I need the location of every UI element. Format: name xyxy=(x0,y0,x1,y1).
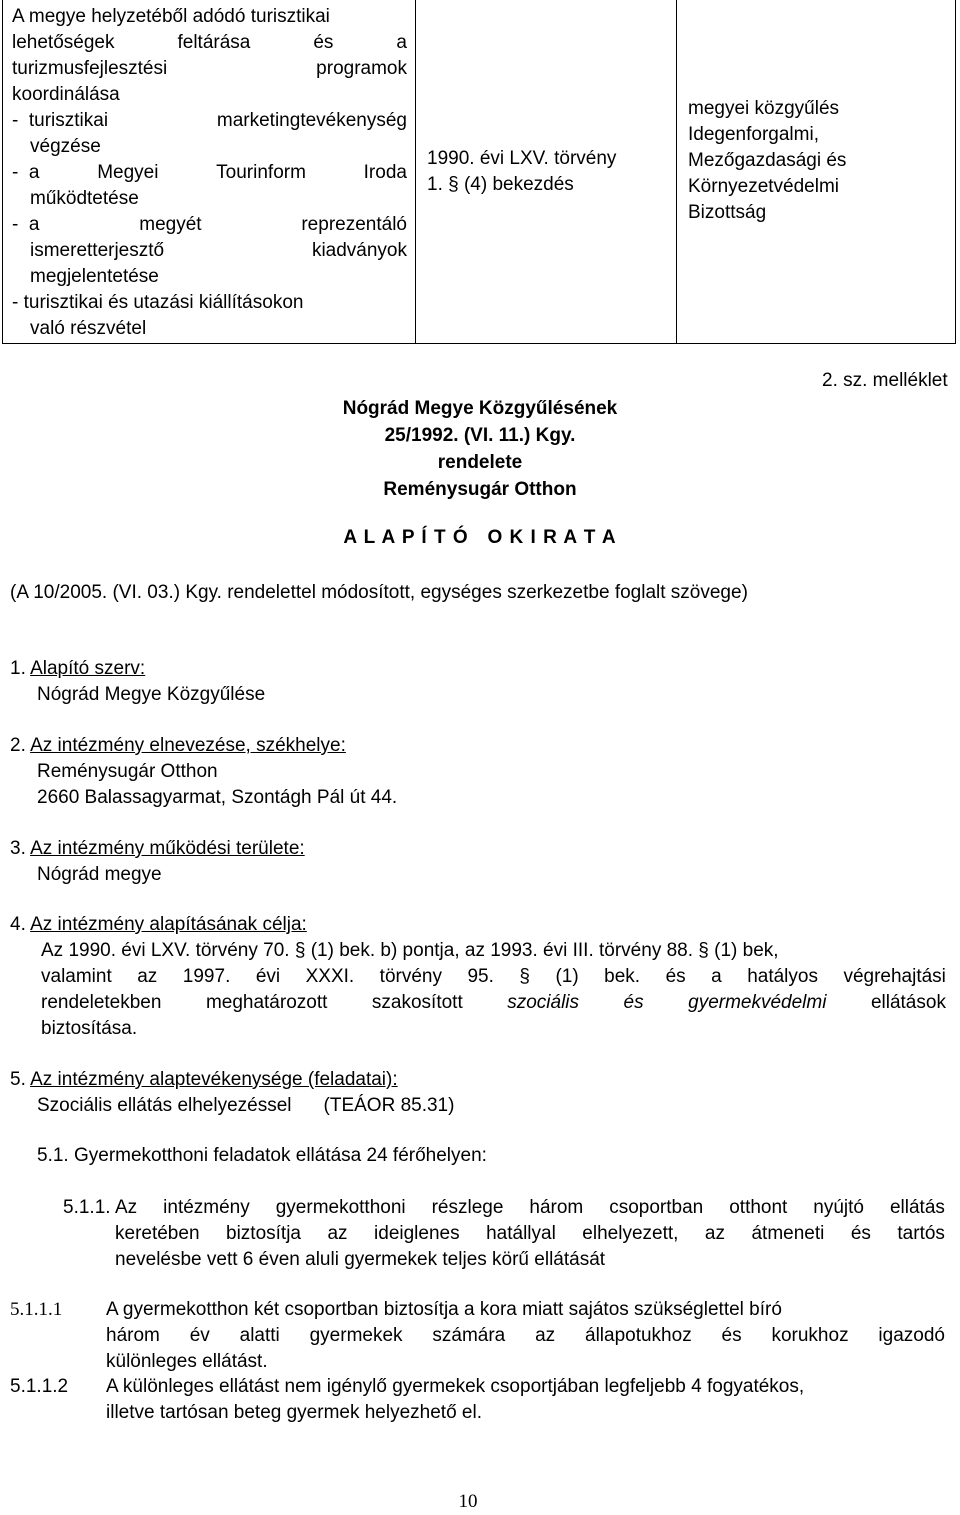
section-5-1-1-2-body xyxy=(106,1374,951,1426)
section-4-line: rendeletekben meghatározott szakosított szociális és gyermekvédelmi ellátások xyxy=(41,992,946,1013)
section-5-1-1-1-body xyxy=(106,1297,945,1375)
section-2-body-name: Reménysugár Otthon xyxy=(37,761,218,782)
section-5-heading: 5. Az intézmény alaptevékenysége (feladatai): xyxy=(10,1069,398,1090)
section-5-1-1-1-number: 5.1.1.1 xyxy=(10,1299,63,1320)
section-5-1-1-line: keretében biztosítja az ideiglenes hatállyal elhelyezett, az átmeneti és tartós xyxy=(115,1223,945,1244)
task-heading-line: turizmusfejlesztési programok xyxy=(12,58,407,79)
section-3-body: Nógrád megye xyxy=(37,864,162,885)
table-border-col3 xyxy=(676,0,677,344)
header-line: Reménysugár Otthon xyxy=(383,479,577,500)
law-line: 1990. évi LXV. törvény xyxy=(427,148,617,169)
header-line: Nógrád Megye Közgyűlésének xyxy=(342,398,618,419)
task-item-cont: működtetése xyxy=(30,188,139,209)
section-3-heading: 3. Az intézmény működési területe: xyxy=(10,838,305,859)
section-1-heading: 1. Alapító szerv: xyxy=(10,658,146,679)
document-subtitle: (A 10/2005. (VI. 03.) Kgy. rendelettel módosított, egységes szerkezetbe foglalt szövege) xyxy=(10,582,748,603)
section-5-1-1-line: Az intézmény gyermekotthoni részlege három csoportban otthont nyújtó ellátás xyxy=(115,1197,945,1218)
table-cell-responsible xyxy=(688,96,953,226)
responsible-line: Mezőgazdasági és xyxy=(688,150,847,171)
header-line: 25/1992. (VI. 11.) Kgy. xyxy=(384,425,576,446)
task-heading-line: lehetőségek feltárása és a xyxy=(12,32,407,53)
section-5-1: 5.1. Gyermekotthoni feladatok ellátása 24 férőhelyen: xyxy=(37,1145,487,1166)
responsible-line: megyei közgyűlés xyxy=(688,98,840,119)
section-5-1-1-1-line: három év alatti gyermekek számára az állapotukhoz és korukhoz igazodó xyxy=(106,1325,945,1346)
section-5-1-1-2-line: A különleges ellátást nem igénylő gyermekek csoportjában legfeljebb 4 fogyatékos, xyxy=(106,1376,805,1397)
section-4-body xyxy=(41,938,946,1042)
section-2-heading: 2. Az intézmény elnevezése, székhelye: xyxy=(10,735,346,756)
top-table xyxy=(2,0,956,344)
section-5-1-1-body xyxy=(115,1195,945,1273)
task-heading-line: koordinálása xyxy=(12,84,120,105)
section-5-body: Szociális ellátás elhelyezéssel (TEÁOR 85.31) xyxy=(37,1095,455,1116)
section-2-body-address: 2660 Balassagyarmat, Szontágh Pál út 44. xyxy=(37,787,398,808)
task-item: - a Megyei Tourinform Iroda xyxy=(12,162,407,183)
section-5-1-1-2-number: 5.1.1.2 xyxy=(10,1376,69,1397)
document-title: A L A P Í T Ó O K I R A T A xyxy=(343,527,617,548)
header-line: rendelete xyxy=(437,452,523,473)
section-5-1-1-line: nevelésbe vett 6 éven aluli gyermekek teljes körű ellátását xyxy=(115,1249,606,1270)
task-heading-line: A megye helyzetéből adódó turisztikai xyxy=(12,6,330,27)
task-item-cont: megjelentetése xyxy=(30,266,159,287)
section-4-line: Az 1990. évi LXV. törvény 70. § (1) bek. b) pontja, az 1993. évi III. törvény 88. § (1) bek, xyxy=(41,940,779,961)
section-4-line: biztosítása. xyxy=(41,1018,138,1039)
section-5-1-1-1-line: különleges ellátást. xyxy=(106,1351,268,1372)
responsible-line: Bizottság xyxy=(688,202,767,223)
law-line: 1. § (4) bekezdés xyxy=(427,174,574,195)
task-item: - turisztikai és utazási kiállításokon xyxy=(12,292,304,313)
section-4-line: valamint az 1997. évi XXXI. törvény 95. § (1) bek. és a hatályos végrehajtási xyxy=(41,966,946,987)
section-5-1-1-number: 5.1.1. xyxy=(63,1197,111,1218)
table-border-bottom xyxy=(2,343,956,344)
table-border-col2 xyxy=(415,0,416,344)
section-5-1-1-1-line: A gyermekotthon két csoportban biztosítja a kora miatt sajátos szükséglettel bíró xyxy=(106,1299,782,1320)
task-item-cont: ismeretterjesztő kiadványok xyxy=(30,240,407,261)
task-item: - turisztikai marketingtevékenység xyxy=(12,110,407,131)
task-item-cont: való részvétel xyxy=(30,318,147,339)
section-4-heading: 4. Az intézmény alapításának célja: xyxy=(10,914,307,935)
annex-label: 2. sz. melléklet xyxy=(822,370,948,391)
table-border-left xyxy=(2,0,3,344)
section-5-1-1-2-line: illetve tartósan beteg gyermek helyezhető el. xyxy=(106,1402,482,1423)
table-cell-task xyxy=(12,4,407,342)
responsible-line: Környezetvédelmi xyxy=(688,176,840,197)
section-1-body: Nógrád Megye Közgyűlése xyxy=(37,684,266,705)
task-item: - a megyét reprezentáló xyxy=(12,214,407,235)
page-number: 10 xyxy=(458,1491,478,1512)
table-cell-law xyxy=(427,146,672,198)
task-item-cont: végzése xyxy=(30,136,101,157)
table-border-right xyxy=(955,0,956,344)
responsible-line: Idegenforgalmi, xyxy=(688,124,819,145)
regulation-header xyxy=(280,395,680,503)
